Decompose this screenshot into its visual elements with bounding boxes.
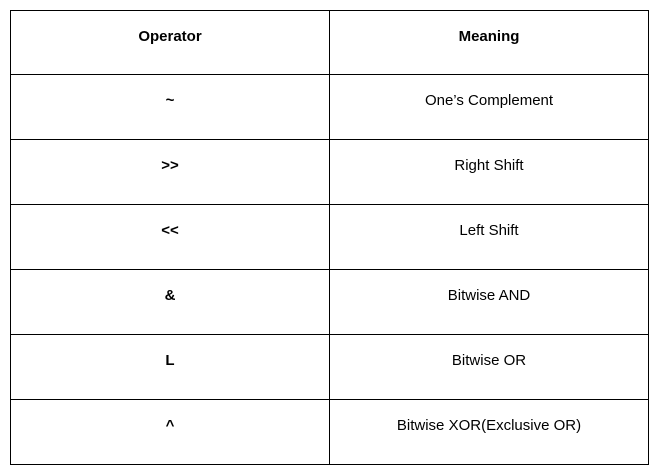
- operator-cell: &: [11, 270, 330, 335]
- meaning-cell: Bitwise AND: [330, 270, 649, 335]
- meaning-cell: Right Shift: [330, 140, 649, 205]
- meaning-cell: Bitwise OR: [330, 335, 649, 400]
- meaning-cell: Left Shift: [330, 205, 649, 270]
- operator-cell: ^: [11, 400, 330, 465]
- meaning-cell: One’s Complement: [330, 75, 649, 140]
- header-meaning: Meaning: [330, 11, 649, 75]
- table-row: [11, 205, 649, 270]
- table-row: [11, 335, 649, 400]
- operator-cell: L: [11, 335, 330, 400]
- operator-cell: ~: [11, 75, 330, 140]
- operator-cell: <<: [11, 205, 330, 270]
- table-row: [11, 75, 649, 140]
- operators-table: [10, 10, 649, 465]
- header-operator: Operator: [11, 11, 330, 75]
- table-row: [11, 400, 649, 465]
- header-row: [11, 11, 649, 75]
- meaning-cell: Bitwise XOR(Exclusive OR): [330, 400, 649, 465]
- operator-cell: >>: [11, 140, 330, 205]
- table-row: [11, 270, 649, 335]
- table-row: [11, 140, 649, 205]
